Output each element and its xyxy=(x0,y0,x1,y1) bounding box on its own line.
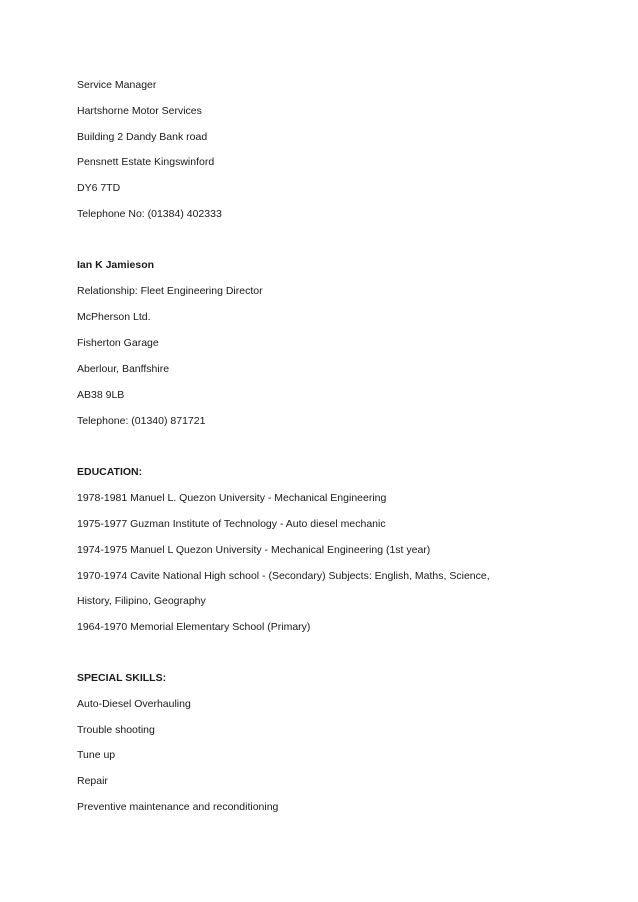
education-item: 1975-1977 Guzman Institute of Technology - Auto diesel mechanic xyxy=(77,518,386,530)
ref1-company: Hartshorne Motor Services xyxy=(77,105,202,117)
education-heading: EDUCATION: xyxy=(77,466,143,478)
ref1-address-line2: Pensnett Estate Kingswinford xyxy=(77,156,215,168)
skill-item: Tune up xyxy=(77,749,116,761)
education-item: 1964-1970 Memorial Elementary School (Primary) xyxy=(77,621,311,633)
skill-item: Trouble shooting xyxy=(77,724,155,736)
education-item: 1970-1974 Cavite National High school - (Secondary) Subjects: English, Maths, Science, xyxy=(77,570,490,582)
ref2-relationship: Relationship: Fleet Engineering Director xyxy=(77,285,263,297)
special-skills-heading: SPECIAL SKILLS: xyxy=(77,672,167,684)
ref1-address-line1: Building 2 Dandy Bank road xyxy=(77,131,208,143)
skill-item: Repair xyxy=(77,775,108,787)
education-item: 1974-1975 Manuel L Quezon University - Mechanical Engineering (1st year) xyxy=(77,544,431,556)
ref1-postcode: DY6 7TD xyxy=(77,182,121,194)
ref1-telephone: Telephone No: (01384) 402333 xyxy=(77,208,222,220)
education-item: 1978-1981 Manuel L. Quezon University - Mechanical Engineering xyxy=(77,492,387,504)
ref1-title: Service Manager xyxy=(77,79,157,91)
skill-item: Preventive maintenance and reconditioning xyxy=(77,801,279,813)
ref2-name: Ian K Jamieson xyxy=(77,259,155,271)
ref2-address-line2: Aberlour, Banffshire xyxy=(77,363,170,375)
ref2-postcode: AB38 9LB xyxy=(77,389,125,401)
ref2-company: McPherson Ltd. xyxy=(77,311,151,323)
education-item-continued: History, Filipino, Geography xyxy=(77,595,206,607)
ref2-telephone: Telephone: (01340) 871721 xyxy=(77,415,206,427)
skill-item: Auto-Diesel Overhauling xyxy=(77,698,191,710)
ref2-address-line1: Fisherton Garage xyxy=(77,337,159,349)
